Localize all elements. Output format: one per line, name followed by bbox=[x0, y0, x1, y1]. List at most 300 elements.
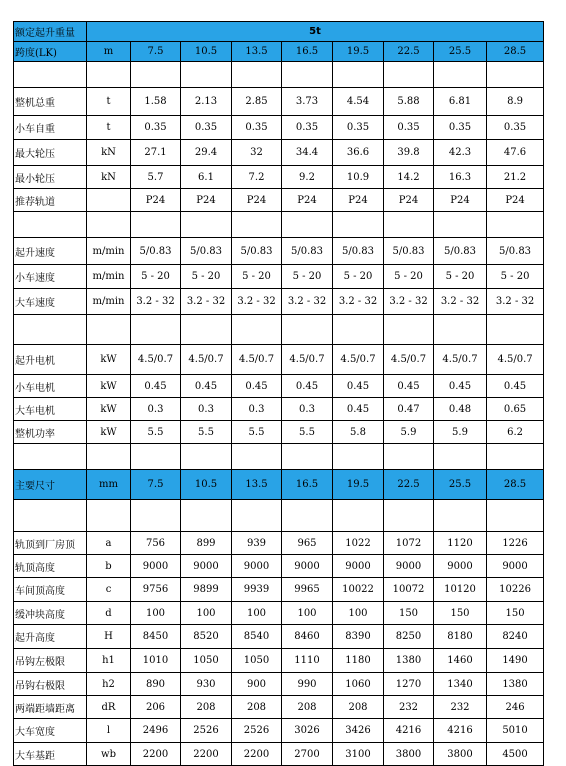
table-cell: 9000 bbox=[487, 555, 544, 578]
table-cell: 2700 bbox=[282, 743, 333, 766]
table-cell: 9899 bbox=[181, 578, 232, 602]
table-row bbox=[14, 238, 544, 265]
table-cell: 3026 bbox=[282, 719, 333, 743]
table-cell: 9000 bbox=[232, 555, 282, 578]
table-cell: 9000 bbox=[333, 555, 384, 578]
empty-cell bbox=[434, 500, 487, 532]
row-unit: t bbox=[87, 116, 131, 140]
table-cell: 232 bbox=[384, 696, 434, 719]
table-cell: 28.5 bbox=[487, 470, 544, 500]
table-cell: 29.4 bbox=[181, 140, 232, 166]
table-cell: P24 bbox=[487, 189, 544, 212]
table-row bbox=[14, 649, 544, 673]
row-label: 整机功率 bbox=[14, 421, 87, 444]
table-row bbox=[14, 555, 544, 578]
table-cell: 1120 bbox=[434, 532, 487, 555]
row-label: 起升电机 bbox=[14, 345, 87, 375]
empty-cell bbox=[181, 444, 232, 470]
table-cell: 5.9 bbox=[384, 421, 434, 444]
empty-cell bbox=[14, 315, 87, 345]
table-cell: 9939 bbox=[232, 578, 282, 602]
empty-cell bbox=[333, 212, 384, 238]
table-cell: 9965 bbox=[282, 578, 333, 602]
empty-cell bbox=[181, 500, 232, 532]
table-cell: 34.4 bbox=[282, 140, 333, 166]
row-label: 小车速度 bbox=[14, 265, 87, 289]
table-cell: 150 bbox=[487, 602, 544, 625]
table-body bbox=[14, 22, 544, 766]
row-unit: b bbox=[87, 555, 131, 578]
table-cell: 14.2 bbox=[384, 166, 434, 189]
row-unit: l bbox=[87, 719, 131, 743]
row-label: 大车电机 bbox=[14, 398, 87, 421]
empty-cell bbox=[487, 212, 544, 238]
empty-cell bbox=[131, 444, 181, 470]
table-cell: 5 - 20 bbox=[434, 265, 487, 289]
table-cell: 5/0.83 bbox=[333, 238, 384, 265]
table-cell: 1050 bbox=[232, 649, 282, 673]
table-cell: 0.48 bbox=[434, 398, 487, 421]
table-cell: 10.5 bbox=[181, 470, 232, 500]
spacer-row bbox=[14, 315, 544, 345]
table-cell: 208 bbox=[333, 696, 384, 719]
empty-cell bbox=[333, 500, 384, 532]
table-cell: 5.88 bbox=[384, 88, 434, 116]
empty-cell bbox=[282, 500, 333, 532]
table-cell: 4.5/0.7 bbox=[384, 345, 434, 375]
empty-cell bbox=[487, 62, 544, 88]
table-cell: 246 bbox=[487, 696, 544, 719]
table-cell: 7.2 bbox=[232, 166, 282, 189]
row-unit: h1 bbox=[87, 649, 131, 673]
table-cell: 100 bbox=[181, 602, 232, 625]
table-cell: 10022 bbox=[333, 578, 384, 602]
table-cell: 2200 bbox=[232, 743, 282, 766]
table-cell: 4.5/0.7 bbox=[131, 345, 181, 375]
table-cell: 100 bbox=[333, 602, 384, 625]
table-cell: 232 bbox=[434, 696, 487, 719]
table-cell: 27.1 bbox=[131, 140, 181, 166]
row-unit: dR bbox=[87, 696, 131, 719]
header-label: 额定起升重量 bbox=[14, 22, 87, 42]
table-cell: 4.5/0.7 bbox=[487, 345, 544, 375]
table-cell: P24 bbox=[384, 189, 434, 212]
table-cell: 25.5 bbox=[434, 42, 487, 62]
row-unit: m bbox=[87, 42, 131, 62]
table-cell: 0.35 bbox=[333, 116, 384, 140]
empty-cell bbox=[131, 500, 181, 532]
row-label: 吊钩左极限 bbox=[14, 649, 87, 673]
table-cell: 0.3 bbox=[181, 398, 232, 421]
table-cell: 8.9 bbox=[487, 88, 544, 116]
table-cell: 8390 bbox=[333, 625, 384, 649]
table-cell: 9000 bbox=[181, 555, 232, 578]
row-label: 缓冲块高度 bbox=[14, 602, 87, 625]
table-cell: 5 - 20 bbox=[232, 265, 282, 289]
table-cell: 3.2 - 32 bbox=[181, 289, 232, 315]
table-cell: 3800 bbox=[434, 743, 487, 766]
table-cell: 19.5 bbox=[333, 42, 384, 62]
empty-cell bbox=[232, 500, 282, 532]
table-cell: 9756 bbox=[131, 578, 181, 602]
table-cell: 5.5 bbox=[232, 421, 282, 444]
empty-cell bbox=[384, 62, 434, 88]
table-cell: 13.5 bbox=[232, 470, 282, 500]
table-cell: 899 bbox=[181, 532, 232, 555]
table-cell: 1050 bbox=[181, 649, 232, 673]
table-row bbox=[14, 578, 544, 602]
table-row bbox=[14, 289, 544, 315]
table-cell: 0.45 bbox=[232, 375, 282, 398]
table-cell: 42.3 bbox=[434, 140, 487, 166]
table-cell: 5.5 bbox=[282, 421, 333, 444]
table-cell: 208 bbox=[282, 696, 333, 719]
table-cell: 0.65 bbox=[487, 398, 544, 421]
table-cell: 206 bbox=[131, 696, 181, 719]
empty-cell bbox=[87, 444, 131, 470]
table-cell: 3.2 - 32 bbox=[487, 289, 544, 315]
empty-cell bbox=[333, 62, 384, 88]
table-cell: P24 bbox=[232, 189, 282, 212]
row-unit: h2 bbox=[87, 673, 131, 696]
table-cell: 2200 bbox=[181, 743, 232, 766]
table-cell: 22.5 bbox=[384, 42, 434, 62]
table-cell: 10226 bbox=[487, 578, 544, 602]
table-cell: 10072 bbox=[384, 578, 434, 602]
table-cell: 10.5 bbox=[181, 42, 232, 62]
row-unit: c bbox=[87, 578, 131, 602]
table-cell: 10120 bbox=[434, 578, 487, 602]
empty-cell bbox=[384, 315, 434, 345]
table-cell: 3.2 - 32 bbox=[131, 289, 181, 315]
table-cell: 1490 bbox=[487, 649, 544, 673]
table-cell: 4.5/0.7 bbox=[232, 345, 282, 375]
table-cell: 930 bbox=[181, 673, 232, 696]
table-cell: 5.5 bbox=[131, 421, 181, 444]
empty-cell bbox=[282, 315, 333, 345]
table-cell: 3.73 bbox=[282, 88, 333, 116]
table-cell: 25.5 bbox=[434, 470, 487, 500]
table-row bbox=[14, 673, 544, 696]
row-label: 大车速度 bbox=[14, 289, 87, 315]
table-cell: 5 - 20 bbox=[282, 265, 333, 289]
table-row bbox=[14, 265, 544, 289]
table-cell: 4.5/0.7 bbox=[282, 345, 333, 375]
table-cell: 5.9 bbox=[434, 421, 487, 444]
table-cell: 4.54 bbox=[333, 88, 384, 116]
empty-cell bbox=[87, 212, 131, 238]
table-cell: 1180 bbox=[333, 649, 384, 673]
table-row bbox=[14, 189, 544, 212]
table-cell: 5 - 20 bbox=[333, 265, 384, 289]
table-cell: 2526 bbox=[232, 719, 282, 743]
table-cell: 8180 bbox=[434, 625, 487, 649]
table-cell: 1060 bbox=[333, 673, 384, 696]
empty-cell bbox=[181, 315, 232, 345]
table-cell: 1380 bbox=[487, 673, 544, 696]
table-cell: 5/0.83 bbox=[384, 238, 434, 265]
row-label: 大车宽度 bbox=[14, 719, 87, 743]
table-row bbox=[14, 116, 544, 140]
table-cell: 5/0.83 bbox=[232, 238, 282, 265]
row-unit: a bbox=[87, 532, 131, 555]
table-row bbox=[14, 421, 544, 444]
row-unit: m/min bbox=[87, 289, 131, 315]
table-cell: 1340 bbox=[434, 673, 487, 696]
empty-cell bbox=[487, 444, 544, 470]
empty-cell bbox=[14, 444, 87, 470]
table-cell: 939 bbox=[232, 532, 282, 555]
table-cell: 1380 bbox=[384, 649, 434, 673]
empty-cell bbox=[87, 62, 131, 88]
table-cell: 5 - 20 bbox=[181, 265, 232, 289]
table-cell: 5.8 bbox=[333, 421, 384, 444]
table-cell: 2.85 bbox=[232, 88, 282, 116]
table-cell: 2.13 bbox=[181, 88, 232, 116]
table-cell: 208 bbox=[232, 696, 282, 719]
table-cell: 8460 bbox=[282, 625, 333, 649]
table-cell: 0.35 bbox=[384, 116, 434, 140]
empty-cell bbox=[14, 500, 87, 532]
empty-cell bbox=[232, 62, 282, 88]
table-cell: 36.6 bbox=[333, 140, 384, 166]
row-unit bbox=[87, 189, 131, 212]
table-cell: 21.2 bbox=[487, 166, 544, 189]
empty-cell bbox=[384, 444, 434, 470]
table-cell: 0.3 bbox=[282, 398, 333, 421]
row-unit: wb bbox=[87, 743, 131, 766]
table-cell: 0.45 bbox=[487, 375, 544, 398]
table-cell: 3.2 - 32 bbox=[384, 289, 434, 315]
table-cell: P24 bbox=[181, 189, 232, 212]
empty-cell bbox=[434, 444, 487, 470]
table-cell: 150 bbox=[384, 602, 434, 625]
table-cell: 0.45 bbox=[131, 375, 181, 398]
empty-cell bbox=[282, 444, 333, 470]
row-label: 两端距墙距离 bbox=[14, 696, 87, 719]
spacer-row bbox=[14, 212, 544, 238]
row-label: 起升速度 bbox=[14, 238, 87, 265]
table-cell: 3800 bbox=[384, 743, 434, 766]
table-cell: 28.5 bbox=[487, 42, 544, 62]
table-row bbox=[14, 345, 544, 375]
empty-cell bbox=[333, 444, 384, 470]
table-cell: 5.7 bbox=[131, 166, 181, 189]
table-cell: 100 bbox=[282, 602, 333, 625]
table-cell: 5.5 bbox=[181, 421, 232, 444]
table-row bbox=[14, 719, 544, 743]
row-unit: H bbox=[87, 625, 131, 649]
table-cell: 4.5/0.7 bbox=[434, 345, 487, 375]
table-cell: 22.5 bbox=[384, 470, 434, 500]
empty-cell bbox=[87, 315, 131, 345]
row-unit: d bbox=[87, 602, 131, 625]
table-cell: 2200 bbox=[131, 743, 181, 766]
table-cell: 0.45 bbox=[333, 375, 384, 398]
empty-cell bbox=[232, 315, 282, 345]
table-cell: 1010 bbox=[131, 649, 181, 673]
empty-cell bbox=[333, 315, 384, 345]
table-cell: 900 bbox=[232, 673, 282, 696]
table-cell: 16.5 bbox=[282, 42, 333, 62]
empty-cell bbox=[181, 212, 232, 238]
table-cell: 0.35 bbox=[131, 116, 181, 140]
table-cell: 6.81 bbox=[434, 88, 487, 116]
table-cell: P24 bbox=[131, 189, 181, 212]
empty-cell bbox=[131, 315, 181, 345]
table-cell: 100 bbox=[232, 602, 282, 625]
row-label: 车间顶高度 bbox=[14, 578, 87, 602]
empty-cell bbox=[434, 315, 487, 345]
table-cell: 9000 bbox=[131, 555, 181, 578]
table-cell: 100 bbox=[131, 602, 181, 625]
table-row bbox=[14, 602, 544, 625]
table-row bbox=[14, 743, 544, 766]
table-row bbox=[14, 696, 544, 719]
table-cell: 8240 bbox=[487, 625, 544, 649]
row-unit: kN bbox=[87, 166, 131, 189]
table-cell: 1226 bbox=[487, 532, 544, 555]
table-cell: 5/0.83 bbox=[487, 238, 544, 265]
table-cell: 5/0.83 bbox=[181, 238, 232, 265]
table-cell: 5 - 20 bbox=[384, 265, 434, 289]
table-cell: 2496 bbox=[131, 719, 181, 743]
table-cell: 3426 bbox=[333, 719, 384, 743]
row-unit: m/min bbox=[87, 238, 131, 265]
table-cell: 4500 bbox=[487, 743, 544, 766]
table-cell: 3.2 - 32 bbox=[282, 289, 333, 315]
row-label: 小车电机 bbox=[14, 375, 87, 398]
empty-cell bbox=[434, 62, 487, 88]
empty-cell bbox=[232, 212, 282, 238]
table-cell: 4.5/0.7 bbox=[181, 345, 232, 375]
table-cell: 0.45 bbox=[282, 375, 333, 398]
table-cell: 19.5 bbox=[333, 470, 384, 500]
table-cell: 756 bbox=[131, 532, 181, 555]
row-unit: kW bbox=[87, 345, 131, 375]
table-cell: 0.35 bbox=[434, 116, 487, 140]
table-cell: 0.45 bbox=[333, 398, 384, 421]
table-cell: 5 - 20 bbox=[487, 265, 544, 289]
row-unit: t bbox=[87, 88, 131, 116]
table-cell: 5/0.83 bbox=[131, 238, 181, 265]
empty-cell bbox=[232, 444, 282, 470]
table-row bbox=[14, 398, 544, 421]
header-row bbox=[14, 22, 544, 42]
spacer-row bbox=[14, 500, 544, 532]
row-label: 最大轮压 bbox=[14, 140, 87, 166]
table-cell: 7.5 bbox=[131, 42, 181, 62]
empty-cell bbox=[14, 62, 87, 88]
row-label: 主要尺寸 bbox=[14, 470, 87, 500]
table-cell: 0.35 bbox=[487, 116, 544, 140]
empty-cell bbox=[282, 62, 333, 88]
table-cell: 7.5 bbox=[131, 470, 181, 500]
table-cell: 5 - 20 bbox=[131, 265, 181, 289]
row-unit: kW bbox=[87, 375, 131, 398]
table-row bbox=[14, 140, 544, 166]
empty-cell bbox=[487, 500, 544, 532]
table-cell: 5/0.83 bbox=[282, 238, 333, 265]
table-cell: 1270 bbox=[384, 673, 434, 696]
table-cell: 0.35 bbox=[232, 116, 282, 140]
table-cell: 6.2 bbox=[487, 421, 544, 444]
row-unit: mm bbox=[87, 470, 131, 500]
empty-cell bbox=[384, 212, 434, 238]
table-cell: 1460 bbox=[434, 649, 487, 673]
table-cell: 6.1 bbox=[181, 166, 232, 189]
table-cell: P24 bbox=[333, 189, 384, 212]
empty-cell bbox=[87, 500, 131, 532]
empty-cell bbox=[384, 500, 434, 532]
table-cell: 1022 bbox=[333, 532, 384, 555]
table-cell: 0.45 bbox=[384, 375, 434, 398]
table-cell: 0.45 bbox=[181, 375, 232, 398]
row-label: 起升高度 bbox=[14, 625, 87, 649]
table-cell: 4216 bbox=[384, 719, 434, 743]
row-label: 吊钩右极限 bbox=[14, 673, 87, 696]
table-cell: 4.5/0.7 bbox=[333, 345, 384, 375]
table-cell: 3.2 - 32 bbox=[434, 289, 487, 315]
row-label: 轨顶高度 bbox=[14, 555, 87, 578]
table-cell: 4216 bbox=[434, 719, 487, 743]
table-cell: 0.3 bbox=[131, 398, 181, 421]
table-cell: 1.58 bbox=[131, 88, 181, 116]
table-cell: 0.35 bbox=[181, 116, 232, 140]
table-cell: 8520 bbox=[181, 625, 232, 649]
table-cell: 10.9 bbox=[333, 166, 384, 189]
table-cell: P24 bbox=[434, 189, 487, 212]
empty-cell bbox=[434, 212, 487, 238]
empty-cell bbox=[181, 62, 232, 88]
row-label: 小车自重 bbox=[14, 116, 87, 140]
row-unit: kN bbox=[87, 140, 131, 166]
table-cell: 8250 bbox=[384, 625, 434, 649]
row-label: 大车基距 bbox=[14, 743, 87, 766]
spacer-row bbox=[14, 62, 544, 88]
table-cell: 9000 bbox=[384, 555, 434, 578]
dimension-header-row bbox=[14, 470, 544, 500]
table-cell: 3.2 - 32 bbox=[333, 289, 384, 315]
table-cell: 5/0.83 bbox=[434, 238, 487, 265]
table-cell: 990 bbox=[282, 673, 333, 696]
table-cell: 3.2 - 32 bbox=[232, 289, 282, 315]
empty-cell bbox=[282, 212, 333, 238]
table-cell: 9000 bbox=[282, 555, 333, 578]
table-cell: 0.3 bbox=[232, 398, 282, 421]
empty-cell bbox=[14, 212, 87, 238]
table-cell: 47.6 bbox=[487, 140, 544, 166]
table-cell: P24 bbox=[282, 189, 333, 212]
table-cell: 3100 bbox=[333, 743, 384, 766]
table-cell: 2526 bbox=[181, 719, 232, 743]
table-row bbox=[14, 88, 544, 116]
table-cell: 0.35 bbox=[282, 116, 333, 140]
table-cell: 890 bbox=[131, 673, 181, 696]
table-cell: 5010 bbox=[487, 719, 544, 743]
table-cell: 8540 bbox=[232, 625, 282, 649]
table-row bbox=[14, 375, 544, 398]
table-cell: 150 bbox=[434, 602, 487, 625]
row-unit: m/min bbox=[87, 265, 131, 289]
table-cell: 9.2 bbox=[282, 166, 333, 189]
table-cell: 208 bbox=[181, 696, 232, 719]
table-cell: 16.5 bbox=[282, 470, 333, 500]
table-cell: 9000 bbox=[434, 555, 487, 578]
span-row bbox=[14, 42, 544, 62]
table-cell: 1110 bbox=[282, 649, 333, 673]
table-cell: 32 bbox=[232, 140, 282, 166]
